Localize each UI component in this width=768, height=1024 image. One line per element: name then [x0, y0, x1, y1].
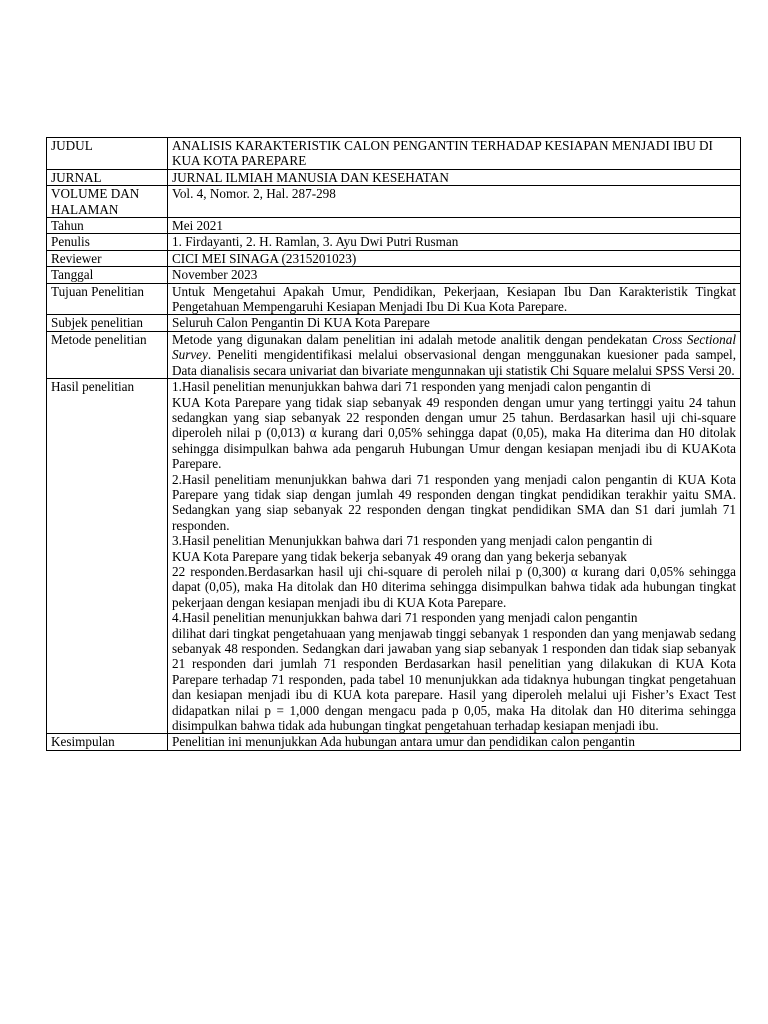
journal-review-table — [46, 137, 741, 751]
result-paragraph: 2.Hasil penelitiam menunjukkan bahwa dari 71 responden yang menjadi calon pengantin di KUA Kota Parepare yang tidak siap dengan jumlah 49 responden dengan tingkat pendidikan terakhir yaitu SMA. Sedangkan yang siap sebanyak 22 responden dengan tingkat pendidikan SMA dan S1 dari jumlah 71 responden. — [172, 471, 736, 533]
result-paragraph: 4.Hasil penelitian menunjukkan bahwa dari 71 responden yang menjadi calon pengantin — [172, 610, 638, 626]
table-row — [47, 734, 741, 751]
table-row — [47, 138, 741, 170]
conclusion-text: Penelitian ini menunjukkan Ada hubungan antara umur dan pendidikan calon pengantin — [172, 734, 635, 750]
row-label: VOLUME DAN HALAMAN — [47, 186, 168, 218]
table-row — [47, 234, 741, 250]
table-row — [47, 186, 741, 218]
row-label: Tujuan Penelitian — [47, 283, 168, 315]
result-paragraph: KUA Kota Parepare yang tidak bekerja sebanyak 49 orang dan yang bekerja sebanyak — [172, 548, 627, 564]
result-paragraph: 1.Hasil penelitian menunjukkan bahwa dari 71 responden yang menjadi calon pengantin di — [172, 379, 652, 395]
table-row — [47, 169, 741, 185]
row-label: Kesimpulan — [47, 734, 168, 751]
title-value: ANALISIS KARAKTERISTIK CALON PENGANTIN TERHADAP KESIAPAN MENJADI IBU DI KUA KOTA PAREPARE — [168, 138, 741, 170]
table-row — [47, 283, 741, 315]
authors-value: 1. Firdayanti, 2. H. Ramlan, 3. Ayu Dwi Putri Rusman — [168, 234, 741, 250]
row-label: Reviewer — [47, 250, 168, 266]
table-row — [47, 267, 741, 283]
row-label: Metode penelitian — [47, 331, 168, 378]
objective-value: Untuk Mengetahui Apakah Umur, Pendidikan, Pekerjaan, Kesiapan Ibu Dan Karakteristik Tingkat Pengetahuan Mempengaruhi Kesiapan Menjadi Ibu Di Kua Kota Parepare. — [168, 283, 741, 315]
table-row — [47, 218, 741, 234]
row-label: Penulis — [47, 234, 168, 250]
subject-value: Seluruh Calon Pengantin Di KUA Kota Parepare — [168, 315, 741, 331]
table-row — [47, 315, 741, 331]
method-text: . Peneliti mengidentifikasi melalui observasional dengan menggunakan kuesioner pada sampel, Data dianalisis secara univariat dan bivariate mengunnakan uji statistik Chi Square melalui SPSS Versi 20. — [172, 347, 736, 378]
row-label: JUDUL — [47, 138, 168, 170]
table-row — [47, 379, 741, 734]
method-emphasis: Cross Sectional Survey — [172, 331, 736, 363]
row-label: Subjek penelitian — [47, 315, 168, 331]
method-value — [168, 331, 741, 378]
results-value — [168, 379, 741, 734]
row-label: Hasil penelitian — [47, 379, 168, 734]
row-label: JURNAL — [47, 169, 168, 185]
volume-value: Vol. 4, Nomor. 2, Hal. 287-298 — [168, 186, 741, 218]
result-paragraph: KUA Kota Parepare yang tidak siap sebanyak 49 responden dengan umur yang tertinggi yaitu 24 tahun sedangkan yang siap sebanyak 22 responden dengan umur 25 tahun. Berdasarkan hasil uji chi-square diperoleh nilai p (0,013) α kurang dari 0,05% sehingga dapat (0,05), maka Ha diterima dan H0 ditolak sehingga disimpulkan bahwa ada pengaruh Hubungan Umur dengan kesiapan menjadi ibu di KUAKota Parepare. — [172, 394, 736, 472]
date-value: November 2023 — [168, 267, 741, 283]
journal-value: JURNAL ILMIAH MANUSIA DAN KESEHATAN — [168, 169, 741, 185]
conclusion-value — [168, 734, 741, 751]
row-label: Tahun — [47, 218, 168, 234]
reviewer-value: CICI MEI SINAGA (2315201023) — [168, 250, 741, 266]
method-text: Metode yang digunakan dalam penelitian ini adalah metode analitik dengan pendekatan — [172, 331, 653, 347]
table-row — [47, 331, 741, 378]
row-label: Tanggal — [47, 267, 168, 283]
year-value: Mei 2021 — [168, 218, 741, 234]
result-paragraph: dilihat dari tingkat pengetahuaan yang menjawab tinggi sebanyak 1 responden dan yang menjawab sedang sebanyak 48 responden. Sedangkan dari jawaban yang siap sebanyak 1 responden dan tidak siap sebanyak 21 responden dari jumlah 71 responden Berdasarkan hasil penelitian yang dilakukan di KUA Kota Parepare terhadap 71 responden, pada tabel 10 menunjukkan ada tidaknya hubungan tingkat pengetahuan dan kesiapan menjadi ibu di KUA kota parepare. Hasil yang diperoleh melalui uji Fisher’s Exact Test didapatkan nilai p = 1,000 dengan mengacu pada p 0,05, maka Ha ditolak dan H0 diterima sehingga disimpulkan bahwa tidak ada hubungan tingkat pengetahuan terhadap kesiapan menjadi ibu. — [172, 625, 736, 734]
table-row — [47, 250, 741, 266]
result-paragraph: 22 responden.Berdasarkan hasil uji chi-square di peroleh nilai p (0,300) α kurang dari 0,05% sehingga dapat (0,05), maka Ha ditolak dan H0 diterima sehingga disimpulkan bahwa tidak ada hubungan tingkat pekerjaan dengan kesiapan menjadi ibu di KUA Kota Parepare. — [172, 563, 736, 610]
result-paragraph: 3.Hasil penelitian Menunjukkan bahwa dari 71 responden yang menjadi calon pengantin di — [172, 533, 653, 549]
